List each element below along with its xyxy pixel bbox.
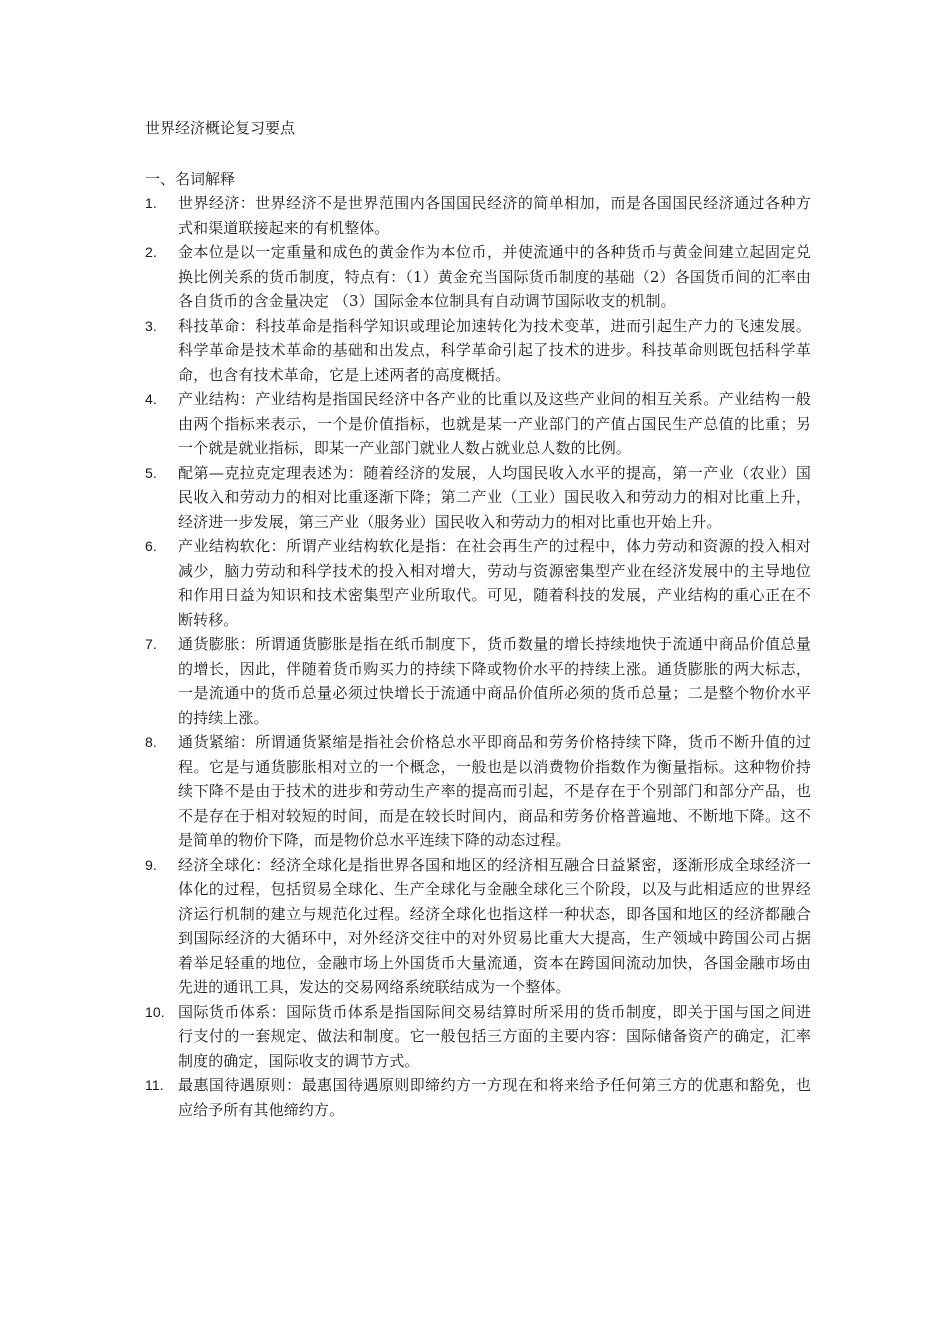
list-item-text: 产业结构软化：所谓产业结构软化是指：在社会再生产的过程中，体力劳动和资源的投入相对减少，脑力劳动和科学技术的投入相对增大，劳动与资源密集型产业在经济发展中的主导地位和作用日益为知识和技术密集型产业所取代。可见，随着科技的发展，产业结构的重心正在不断转移。 (178, 537, 811, 629)
list-item-number: 3. (145, 317, 157, 334)
document-title: 世界经济概论复习要点 (145, 119, 296, 137)
list-item (145, 1073, 811, 1122)
list-item-text: 通货膨胀：所谓通货膨胀是指在纸币制度下，货币数量的增长持续地快于流通中商品价值总量的增长，因此，伴随着货币购买力的持续下降或物价水平的持续上涨。通货膨胀的两大标志，一是流通中的货币总量必须过快增长于流通中商品价值所必须的货币总量；二是整个物价水平的持续上涨。 (178, 635, 811, 727)
list-item-number: 6. (145, 538, 157, 554)
list-item (145, 240, 811, 314)
list-item-text: 通货紧缩：所谓通货紧缩是指社会价格总水平即商品和劳务价格持续下降，货币不断升值的过程。它是与通货膨胀相对立的一个概念，一般也是以消费物价指数作为衡量指标。这种物价持续下降不是由于技术的进步和劳动生产率的提高而引起，不是存在于个别部门和部分产品，也不是存在于相对较短的时间，而是在较长时间内，商品和劳务价格普遍地、不断地下降。这不是简单的物价下降，而是物价总水平连续下降的动态过程。 (178, 733, 811, 849)
list-item-number: 5. (145, 464, 157, 481)
list-item-number: 7. (145, 636, 157, 652)
list-item-text: 产业结构：产业结构是指国民经济中各产业的比重以及这些产业间的相互关系。产业结构一般由两个指标来表示，一个是价值指标，也就是某一产业部门的产值占国民生产总值的比重；另一个就是就业指标，即某一产业部门就业人数占就业总人数的比例。 (178, 390, 811, 457)
list-item (145, 534, 811, 632)
list-item (145, 632, 811, 730)
list-item (145, 461, 811, 535)
list-item (145, 1000, 811, 1074)
list-item (145, 314, 811, 388)
list-item-text: 最惠国待遇原则：最惠国待遇原则即缔约方一方现在和将来给予任何第三方的优惠和豁免，也应给予所有其他缔约方。 (178, 1076, 811, 1119)
list-item (145, 853, 811, 1000)
list-item-number: 2. (145, 244, 157, 260)
list-item-number: 4. (145, 391, 157, 407)
list-item-number: 10. (145, 1003, 165, 1020)
list-item-text: 配第—克拉克定理表述为：随着经济的发展，人均国民收入水平的提高，第一产业（农业）国民收入和劳动力的相对比重逐渐下降；第二产业（工业）国民收入和劳动力的相对比重上升，经济进一步发展，第三产业（服务业）国民收入和劳动力的相对比重也开始上升。 (178, 463, 811, 531)
list-item-text: 金本位是以一定重量和成色的黄金作为本位币，并使流通中的各种货币与黄金间建立起固定兑换比例关系的货币制度，特点有：（1）黄金充当国际货币制度的基础（2）各国货币间的汇率由各自货币的含金量决定 （3）国际金本位制具有自动调节国际收支的机制。 (178, 243, 811, 310)
list-item-text: 国际货币体系：国际货币体系是指国际间交易结算时所采用的货币制度，即关于国与国之间进行支付的一套规定、做法和制度。它一般包括三方面的主要内容：国际储备资产的确定，汇率制度的确定，国际收支的调节方式。 (178, 1002, 811, 1070)
list-item-text: 科技革命：科技革命是指科学知识或理论加速转化为技术变革，进而引起生产力的飞速发展。科学革命是技术革命的基础和出发点，科学革命引起了技术的进步。科技革命则既包括科学革命，也含有技术革命，它是上述两者的高度概括。 (178, 316, 811, 384)
list-item (145, 387, 811, 461)
list-item-number: 1. (145, 195, 157, 211)
section-heading: 一、名词解释 (145, 170, 236, 188)
list-item (145, 730, 811, 853)
list-item-number: 11. (145, 1077, 164, 1093)
list-item-number: 8. (145, 734, 157, 750)
term-definition-list (145, 191, 811, 1122)
list-item-text: 世界经济：世界经济不是世界范围内各国国民经济的简单相加，而是各国国民经济通过各种方式和渠道联接起来的有机整体。 (178, 194, 811, 237)
list-item (145, 191, 811, 240)
list-item-number: 9. (145, 856, 157, 873)
list-item-text: 经济全球化：经济全球化是指世界各国和地区的经济相互融合日益紧密，逐渐形成全球经济一体化的过程，包括贸易全球化、生产全球化与金融全球化三个阶段，以及与此相适应的世界经济运行机制的建立与规范化过程。经济全球化也指这样一种状态，即各国和地区的经济都融合到国际经济的大循环中，对外经济交往中的对外贸易比重大大提高，生产领域中跨国公司占据着举足轻重的地位，金融市场上外国货币大量流通，资本在跨国间流动加快，各国金融市场由先进的通讯工具，发达的交易网络系统联结成为一个整体。 (178, 855, 811, 996)
